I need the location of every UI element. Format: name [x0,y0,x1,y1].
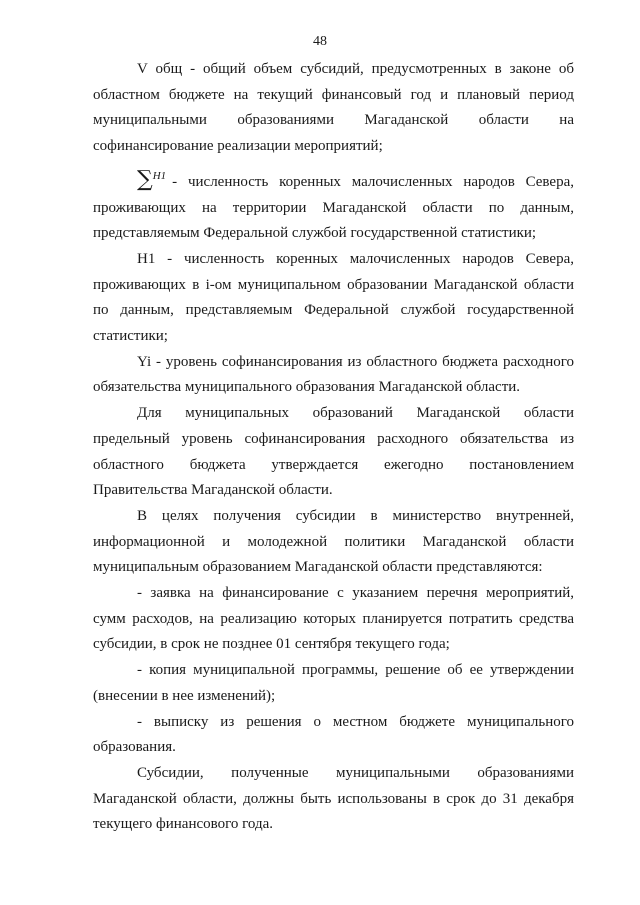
paragraph-v-total: V общ - общий объем субсидий, предусмотренных в законе об областном бюджете на текущий финансовый год и плановый период муниципальными образованиями Магаданской области на софинансирование реализации мероприятий; [93,61,574,155]
paragraph-h1: H1 - численность коренных малочисленных народов Севера, проживающих в i-ом муниципальном образовании Магаданской области по данным, представляемым Федеральной службой государственной статистики; [93,250,574,345]
paragraph-program-copy: - копия муниципальной программы, решение об ее утверждении (внесении в нее изменений); [93,662,574,704]
page-number: 48 [313,34,327,49]
sigma-variable: H1 [152,169,167,182]
paragraph-cofinancing-limit: Для муниципальных образований Магаданской области предельный уровень софинансирования расходного обязательства из областного бюджета утверждается ежегодно постановлением Правительства Магаданской области. [93,405,574,499]
paragraph-submission-intro: В целях получения субсидии в министерство внутренней, информационной и молодежной политики Магаданской области муниципальным образованием Магаданской области представляются: [93,507,574,576]
document-body [93,57,574,838]
paragraph-sum-h1 [93,164,574,247]
sigma-symbol: ∑ [137,166,153,192]
paragraph-deadline: Субсидии, полученные муниципальными образованиями Магаданской области, должны быть использованы в срок до 31 декабря текущего финансового года. [93,764,574,833]
paragraph-budget-extract: - выписку из решения о местном бюджете муниципального образования. [93,713,574,756]
paragraph-sum-h1-text: - численность коренных малочисленных народов Севера, проживающих на территории Магаданской области по данным, представляемым Федеральной службой государственной статистики; [93,173,574,242]
paragraph-yi: Yi - уровень софинансирования из областного бюджета расходного обязательства муниципального образования Магаданской области. [93,353,574,396]
paragraph-application: - заявка на финансирование с указанием перечня мероприятий, сумм расходов, на реализацию которых планируется потратить средства субсидии, в срок не позднее 01 сентября текущего года; [93,585,574,653]
